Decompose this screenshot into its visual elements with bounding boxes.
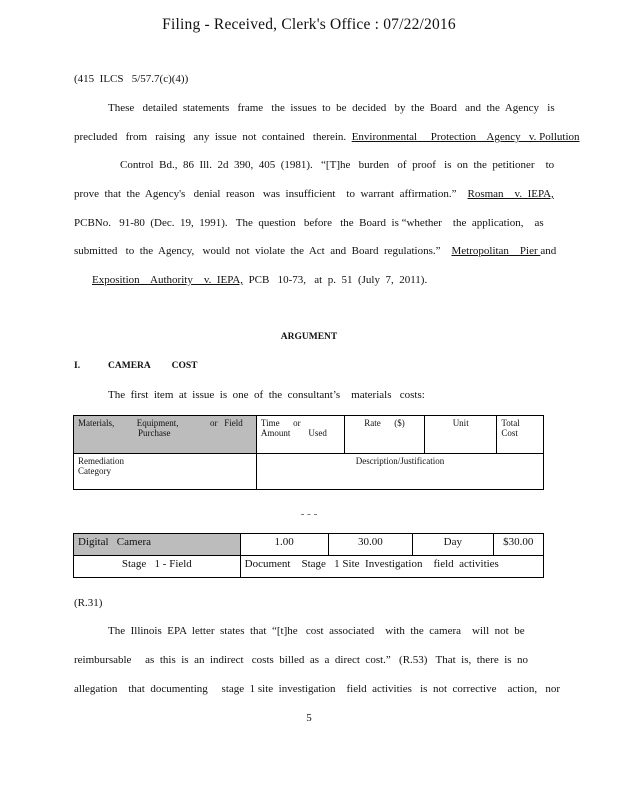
filing-header: Filing - Received, Clerk's Office : 07/22/2016 bbox=[162, 16, 456, 33]
total-header-cell bbox=[497, 416, 544, 454]
ellipsis: - - - bbox=[300, 508, 318, 520]
case-citation: Control Bd., bbox=[120, 159, 178, 171]
total-cell: $30.00 bbox=[493, 534, 543, 556]
section-number: I. bbox=[74, 361, 81, 371]
case-citation: Environmental Protection Agency v. bbox=[351, 131, 540, 143]
time-header-sub: Amount Used bbox=[260, 428, 327, 438]
paragraph-1-line-6 bbox=[74, 244, 556, 258]
text-segment: precluded from raising any issue not contained therein. bbox=[74, 131, 352, 143]
paragraph-2: The first item at issue is one of the consultant’s materials costs: bbox=[108, 389, 425, 401]
time-header: Time or bbox=[260, 418, 301, 428]
total-header-sub: Cost bbox=[501, 428, 518, 438]
cost-header-table bbox=[73, 415, 544, 490]
paragraph-1-line-2 bbox=[74, 130, 580, 144]
paragraph-1-line-1: These detailed statements frame the issues to be decided by the Board and the Agency is bbox=[108, 102, 555, 114]
section-title: CAMERA COST bbox=[108, 361, 198, 371]
case-citation-end: Pollution bbox=[539, 131, 580, 143]
text-segment: 86 Ill. 2d 390, 405 (1981). “[T]he burden of proof is on the petitioner to bbox=[177, 159, 555, 171]
paragraph-1-line-4 bbox=[74, 187, 554, 201]
paragraph-3-line-1: The Illinois EPA letter states that “[t]he cost associated with the camera will not be bbox=[108, 625, 525, 637]
rate-cell: 30.00 bbox=[328, 534, 412, 556]
case-citation: Rosman v. IEPA, bbox=[467, 188, 554, 200]
case-citation: Metropolitan Pier bbox=[451, 245, 541, 257]
materials-header: Materials, Equipment, or Field bbox=[78, 418, 243, 428]
category-cell: Stage 1 - Field bbox=[74, 556, 241, 578]
description-header: Description/Justification bbox=[256, 454, 543, 490]
paragraph-1-line-7 bbox=[74, 273, 427, 287]
case-citation: Exposition Authority v. IEPA, bbox=[92, 274, 244, 286]
argument-heading: ARGUMENT bbox=[280, 332, 338, 342]
camera-cost-table bbox=[73, 533, 544, 578]
page-number: 5 bbox=[306, 712, 312, 724]
total-header: Total bbox=[501, 418, 520, 428]
unit-header: Unit bbox=[425, 416, 497, 454]
text-segment: prove that the Agency's denial reason was insufficient to warrant affirmation.” bbox=[74, 188, 468, 200]
time-header-cell bbox=[256, 416, 344, 454]
paragraph-1-line-5: PCBNo. 91-80 (Dec. 19, 1991). The question before the Board is “whether the application, as bbox=[74, 217, 544, 229]
category-header: Remediation bbox=[78, 456, 124, 466]
case-citation-end: and bbox=[540, 245, 557, 257]
paragraph-3-line-2: reimbursable as this is an indirect costs billed as a direct cost.” (R.53) That is, there is no bbox=[74, 654, 529, 666]
category-header-sub: Category bbox=[78, 466, 111, 476]
statute-citation: (415 ILCS 5/57.7(c)(4)) bbox=[74, 73, 189, 85]
paragraph-1-line-3 bbox=[120, 158, 554, 172]
category-header-cell bbox=[74, 454, 257, 490]
text-segment: PCB 10-73, at p. 51 (July 7, 2011). bbox=[243, 274, 428, 286]
rate-header: Rate ($) bbox=[344, 416, 424, 454]
record-reference: (R.31) bbox=[74, 597, 103, 609]
materials-header-sub: Purchase bbox=[138, 428, 171, 438]
unit-cell: Day bbox=[413, 534, 493, 556]
time-cell: 1.00 bbox=[240, 534, 328, 556]
description-cell: Document Stage 1 Site Investigation field activities bbox=[240, 556, 543, 578]
text-segment: submitted to the Agency, would not violate the Act and Board regulations.” bbox=[74, 245, 452, 257]
item-cell: Digital Camera bbox=[74, 534, 241, 556]
paragraph-3-line-3: allegation that documenting stage 1 site investigation field activities is not corrective action, nor bbox=[74, 683, 561, 695]
materials-header-cell bbox=[74, 416, 257, 454]
